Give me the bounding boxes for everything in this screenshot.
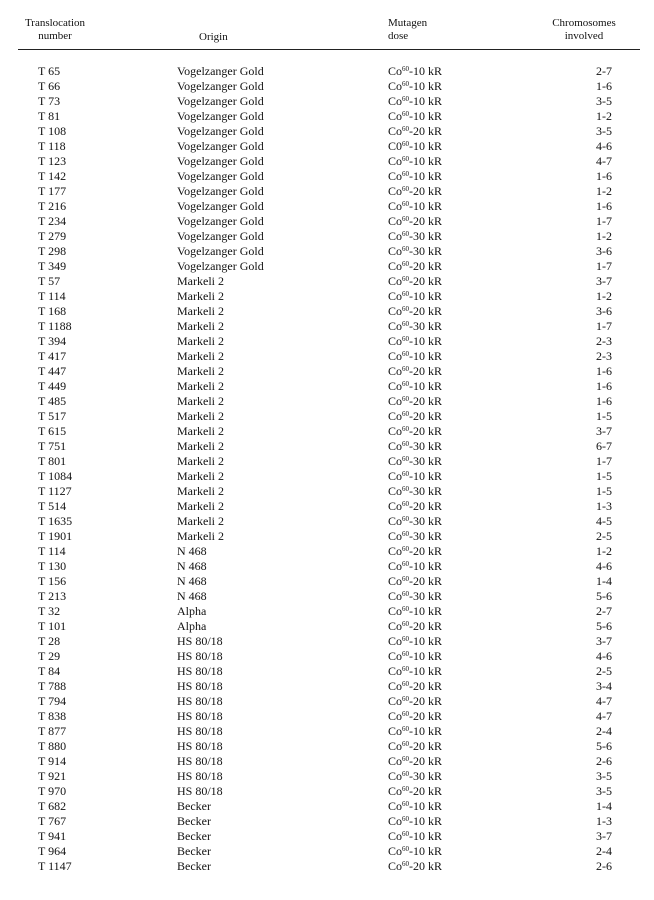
mutagen-dose-cell: Co$^{60}$-30 kR xyxy=(388,514,443,528)
table-row xyxy=(0,574,654,589)
translocation-number-cell: T 114 xyxy=(38,544,66,558)
mutagen-dose-cell: Co$^{60}$-20 kR xyxy=(388,364,443,378)
translocation-number-cell: T 417 xyxy=(38,349,67,363)
origin-cell: Markeli 2 xyxy=(177,319,224,333)
table-row xyxy=(0,514,654,529)
chromosomes-cell: 4-6 xyxy=(596,139,612,153)
origin-cell: Becker xyxy=(177,814,211,828)
mutagen-dose-cell: Co$^{60}$-20 kR xyxy=(388,859,443,873)
chromosomes-cell: 2-3 xyxy=(596,349,612,363)
origin-cell: Becker xyxy=(177,844,211,858)
mutagen-dose-cell: Co$^{60}$-10 kR xyxy=(388,799,443,813)
chromosomes-cell: 2-3 xyxy=(596,334,612,348)
header-translocation-number xyxy=(20,17,90,43)
table-row xyxy=(0,499,654,514)
table-row xyxy=(0,94,654,109)
table-row xyxy=(0,244,654,259)
translocation-number-cell: T 28 xyxy=(38,634,61,648)
mutagen-dose-cell: Co$^{60}$-10 kR xyxy=(388,664,443,678)
table-row xyxy=(0,469,654,484)
origin-cell: Markeli 2 xyxy=(177,409,224,423)
translocation-number-cell: T 682 xyxy=(38,799,67,813)
translocation-number-cell: T 1084 xyxy=(38,469,73,483)
table-row xyxy=(0,334,654,349)
translocation-number-cell: T 964 xyxy=(38,844,67,858)
mutagen-dose-cell: Co$^{60}$-10 kR xyxy=(388,829,443,843)
translocation-number-cell: T 142 xyxy=(38,169,67,183)
chromosomes-cell: 1-4 xyxy=(596,574,612,588)
origin-cell: Markeli 2 xyxy=(177,469,224,483)
table-row xyxy=(0,484,654,499)
mutagen-dose-cell: Co$^{60}$-20 kR xyxy=(388,214,443,228)
origin-cell: Markeli 2 xyxy=(177,274,224,288)
chromosomes-cell: 1-6 xyxy=(596,169,612,183)
chromosomes-cell: 3-7 xyxy=(596,424,612,438)
header-rule xyxy=(18,49,640,50)
header-mutagen-line2: dose xyxy=(388,30,409,42)
origin-cell: Vogelzanger Gold xyxy=(177,244,264,258)
origin-cell: Vogelzanger Gold xyxy=(177,184,264,198)
origin-cell: Markeli 2 xyxy=(177,349,224,363)
mutagen-dose-cell: Co$^{60}$-10 kR xyxy=(388,379,443,393)
mutagen-dose-cell: Co$^{60}$-10 kR xyxy=(388,79,443,93)
origin-cell: Vogelzanger Gold xyxy=(177,79,264,93)
origin-cell: HS 80/18 xyxy=(177,694,223,708)
chromosomes-cell: 3-5 xyxy=(596,124,612,138)
table-row xyxy=(0,64,654,79)
mutagen-dose-cell: Co$^{60}$-10 kR xyxy=(388,649,443,663)
chromosomes-cell: 2-4 xyxy=(596,844,612,858)
origin-cell: Markeli 2 xyxy=(177,334,224,348)
table-row xyxy=(0,214,654,229)
origin-cell: Vogelzanger Gold xyxy=(177,229,264,243)
mutagen-dose-cell: Co$^{60}$-10 kR xyxy=(388,109,443,123)
origin-cell: Alpha xyxy=(177,619,207,633)
table-row xyxy=(0,439,654,454)
mutagen-dose-cell: Co$^{60}$-30 kR xyxy=(388,439,443,453)
chromosomes-cell: 5-6 xyxy=(596,589,612,603)
mutagen-dose-cell: $C0^{60}-10$ kR xyxy=(388,139,443,153)
origin-cell: HS 80/18 xyxy=(177,769,223,783)
translocation-number-cell: T 32 xyxy=(38,604,61,618)
origin-cell: Becker xyxy=(177,829,211,843)
translocation-number-cell: T 767 xyxy=(38,814,67,828)
mutagen-dose-cell: Co$^{60}$-20 kR xyxy=(388,574,443,588)
table-row xyxy=(0,259,654,274)
table-row xyxy=(0,814,654,829)
translocation-number-cell: T 970 xyxy=(38,784,67,798)
chromosomes-cell: 4-7 xyxy=(596,154,612,168)
translocation-number-cell: T 877 xyxy=(38,724,67,738)
chromosomes-cell: 1-5 xyxy=(596,409,612,423)
translocation-number-cell: T 485 xyxy=(38,394,67,408)
table-row xyxy=(0,649,654,664)
translocation-number-cell: T 156 xyxy=(38,574,67,588)
mutagen-dose-cell: Co$^{60}$-20 kR xyxy=(388,619,443,633)
mutagen-dose-cell: Co$^{60}$-10 kR xyxy=(388,64,443,78)
mutagen-dose-cell: Co$^{60}$-10 kR xyxy=(388,349,443,363)
mutagen-dose-cell: Co$^{60}$-10 kR xyxy=(388,724,443,738)
translocation-number-cell: T 394 xyxy=(38,334,67,348)
translocation-number-cell: T 941 xyxy=(38,829,67,843)
origin-cell: HS 80/18 xyxy=(177,634,223,648)
chromosomes-cell: 5-6 xyxy=(596,619,612,633)
chromosomes-cell: 1-6 xyxy=(596,379,612,393)
table-row xyxy=(0,709,654,724)
origin-cell: HS 80/18 xyxy=(177,754,223,768)
origin-cell: HS 80/18 xyxy=(177,709,223,723)
origin-cell: Markeli 2 xyxy=(177,529,224,543)
table-row xyxy=(0,394,654,409)
translocation-number-cell: T 1901 xyxy=(38,529,73,543)
chromosomes-cell: 5-6 xyxy=(596,739,612,753)
origin-cell: Markeli 2 xyxy=(177,439,224,453)
origin-cell: HS 80/18 xyxy=(177,724,223,738)
origin-cell: HS 80/18 xyxy=(177,649,223,663)
mutagen-dose-cell: Co$^{60}$-20 kR xyxy=(388,679,443,693)
translocation-number-cell: T 1188 xyxy=(38,319,72,333)
mutagen-dose-cell: Co$^{60}$-10 kR xyxy=(388,604,443,618)
chromosomes-cell: 4-7 xyxy=(596,709,612,723)
mutagen-dose-cell: Co$^{60}$-30 kR xyxy=(388,319,443,333)
table-row xyxy=(0,544,654,559)
origin-cell: HS 80/18 xyxy=(177,739,223,753)
translocation-number-cell: T 801 xyxy=(38,454,67,468)
header-mutagen-line1: Mutagen xyxy=(388,17,428,29)
table-row xyxy=(0,784,654,799)
header-chromosomes-involved xyxy=(548,17,620,43)
mutagen-dose-cell: Co$^{60}$-10 kR xyxy=(388,154,443,168)
chromosomes-cell: 1-6 xyxy=(596,199,612,213)
table-row xyxy=(0,694,654,709)
origin-cell: Markeli 2 xyxy=(177,484,224,498)
chromosomes-cell: 3-4 xyxy=(596,679,612,693)
chromosomes-cell: 1-5 xyxy=(596,484,612,498)
mutagen-dose-cell: Co$^{60}$-30 kR xyxy=(388,484,443,498)
origin-cell: Becker xyxy=(177,799,211,813)
translocation-number-cell: T 751 xyxy=(38,439,67,453)
mutagen-dose-cell: Co$^{60}$-30 kR xyxy=(388,529,443,543)
chromosomes-cell: 4-7 xyxy=(596,694,612,708)
translocation-number-cell: T 130 xyxy=(38,559,67,573)
translocation-number-cell: T 29 xyxy=(38,649,61,663)
translocation-number-cell: T 216 xyxy=(38,199,67,213)
translocation-number-cell: T 880 xyxy=(38,739,67,753)
table-row xyxy=(0,829,654,844)
translocation-number-cell: T 73 xyxy=(38,94,61,108)
mutagen-dose-cell: Co$^{60}$-20 kR xyxy=(388,754,443,768)
mutagen-dose-cell: Co$^{60}$-10 kR xyxy=(388,469,443,483)
header-chromosomes-line2: involved xyxy=(564,30,604,42)
translocation-number-cell: T 838 xyxy=(38,709,67,723)
translocation-number-cell: T 349 xyxy=(38,259,67,273)
translocation-number-cell: T 101 xyxy=(38,619,67,633)
translocation-number-cell: T 447 xyxy=(38,364,67,378)
header-origin: Origin xyxy=(199,31,228,43)
mutagen-dose-cell: Co$^{60}$-10 kR xyxy=(388,634,443,648)
origin-cell: Markeli 2 xyxy=(177,514,224,528)
table-row xyxy=(0,199,654,214)
table-row xyxy=(0,349,654,364)
mutagen-dose-cell: Co$^{60}$-10 kR xyxy=(388,199,443,213)
origin-cell: Vogelzanger Gold xyxy=(177,64,264,78)
chromosomes-cell: 1-2 xyxy=(596,289,612,303)
table-row xyxy=(0,589,654,604)
chromosomes-cell: 2-6 xyxy=(596,859,612,873)
chromosomes-cell: 1-2 xyxy=(596,184,612,198)
translocation-number-cell: T 177 xyxy=(38,184,67,198)
chromosomes-cell: 3-6 xyxy=(596,244,612,258)
table-row xyxy=(0,769,654,784)
chromosomes-cell: 3-7 xyxy=(596,634,612,648)
chromosomes-cell: 4-6 xyxy=(596,649,612,663)
chromosomes-cell: 1-7 xyxy=(596,214,612,228)
table-row xyxy=(0,124,654,139)
mutagen-dose-cell: Co$^{60}$-20 kR xyxy=(388,499,443,513)
chromosomes-cell: 3-6 xyxy=(596,304,612,318)
translocation-number-cell: T 914 xyxy=(38,754,67,768)
mutagen-dose-cell: Co$^{60}$-20 kR xyxy=(388,784,443,798)
origin-cell: Vogelzanger Gold xyxy=(177,259,264,273)
table-row xyxy=(0,289,654,304)
table-row xyxy=(0,634,654,649)
translocation-number-cell: T 81 xyxy=(38,109,61,123)
origin-cell: N 468 xyxy=(177,589,207,603)
mutagen-dose-cell: Co$^{60}$-20 kR xyxy=(388,409,443,423)
mutagen-dose-cell: Co$^{60}$-30 kR xyxy=(388,229,443,243)
table-row xyxy=(0,664,654,679)
mutagen-dose-cell: Co$^{60}$-10 kR xyxy=(388,559,443,573)
chromosomes-cell: 2-4 xyxy=(596,724,612,738)
chromosomes-cell: 1-6 xyxy=(596,364,612,378)
mutagen-dose-cell: Co$^{60}$-20 kR xyxy=(388,739,443,753)
table-row xyxy=(0,844,654,859)
origin-cell: Markeli 2 xyxy=(177,364,224,378)
chromosomes-cell: 3-5 xyxy=(596,94,612,108)
origin-cell: Markeli 2 xyxy=(177,499,224,513)
chromosomes-cell: 1-2 xyxy=(596,109,612,123)
chromosomes-cell: 4-6 xyxy=(596,559,612,573)
origin-cell: Vogelzanger Gold xyxy=(177,214,264,228)
table-row xyxy=(0,304,654,319)
chromosomes-cell: 1-6 xyxy=(596,79,612,93)
origin-cell: N 468 xyxy=(177,559,207,573)
table-row xyxy=(0,79,654,94)
header-chromosomes-line1: Chromosomes xyxy=(552,17,616,29)
origin-cell: Markeli 2 xyxy=(177,289,224,303)
translocation-number-cell: T 114 xyxy=(38,289,66,303)
chromosomes-cell: 1-3 xyxy=(596,814,612,828)
mutagen-dose-cell: Co$^{60}$-20 kR xyxy=(388,544,443,558)
table-row xyxy=(0,559,654,574)
table-row xyxy=(0,739,654,754)
translocation-number-cell: T 449 xyxy=(38,379,67,393)
origin-cell: HS 80/18 xyxy=(177,679,223,693)
mutagen-dose-cell: Co$^{60}$-30 kR xyxy=(388,244,443,258)
translocation-number-cell: T 1635 xyxy=(38,514,73,528)
chromosomes-cell: 1-2 xyxy=(596,544,612,558)
translocation-number-cell: T 1147 xyxy=(38,859,72,873)
translocation-number-cell: T 118 xyxy=(38,139,66,153)
mutagen-dose-cell: Co$^{60}$-20 kR xyxy=(388,304,443,318)
chromosomes-cell: 2-6 xyxy=(596,754,612,768)
origin-cell: Vogelzanger Gold xyxy=(177,199,264,213)
chromosomes-cell: 3-5 xyxy=(596,784,612,798)
table-row xyxy=(0,184,654,199)
header-translocation-line2: number xyxy=(38,30,72,42)
origin-cell: Vogelzanger Gold xyxy=(177,139,264,153)
chromosomes-cell: 2-5 xyxy=(596,664,612,678)
translocation-number-cell: T 794 xyxy=(38,694,67,708)
table-row xyxy=(0,379,654,394)
chromosomes-cell: 2-7 xyxy=(596,604,612,618)
translocation-number-cell: T 615 xyxy=(38,424,67,438)
table-row xyxy=(0,799,654,814)
mutagen-dose-cell: Co$^{60}$-20 kR xyxy=(388,709,443,723)
chromosomes-cell: 3-7 xyxy=(596,829,612,843)
origin-cell: Markeli 2 xyxy=(177,454,224,468)
origin-cell: Markeli 2 xyxy=(177,424,224,438)
translocation-number-cell: T 213 xyxy=(38,589,67,603)
translocation-number-cell: T 57 xyxy=(38,274,61,288)
origin-cell: Vogelzanger Gold xyxy=(177,154,264,168)
chromosomes-cell: 1-4 xyxy=(596,799,612,813)
origin-cell: Vogelzanger Gold xyxy=(177,109,264,123)
mutagen-dose-cell: Co$^{60}$-10 kR xyxy=(388,844,443,858)
chromosomes-cell: 1-3 xyxy=(596,499,612,513)
mutagen-dose-cell: Co$^{60}$-10 kR xyxy=(388,94,443,108)
mutagen-dose-cell: Co$^{60}$-20 kR xyxy=(388,274,443,288)
chromosomes-cell: 4-5 xyxy=(596,514,612,528)
table-row xyxy=(0,109,654,124)
translocation-number-cell: T 108 xyxy=(38,124,67,138)
translocation-number-cell: T 517 xyxy=(38,409,67,423)
origin-cell: Markeli 2 xyxy=(177,304,224,318)
mutagen-dose-cell: Co$^{60}$-20 kR xyxy=(388,694,443,708)
chromosomes-cell: 1-7 xyxy=(596,319,612,333)
translocation-number-cell: T 65 xyxy=(38,64,61,78)
mutagen-dose-cell: Co$^{60}$-30 kR xyxy=(388,454,443,468)
translocation-number-cell: T 279 xyxy=(38,229,67,243)
header-mutagen-dose xyxy=(388,17,427,43)
table-row xyxy=(0,529,654,544)
origin-cell: Markeli 2 xyxy=(177,394,224,408)
origin-cell: Vogelzanger Gold xyxy=(177,94,264,108)
header-translocation-line1: Translocation xyxy=(24,17,86,29)
table-row xyxy=(0,604,654,619)
table-row xyxy=(0,139,654,154)
translocation-number-cell: T 1127 xyxy=(38,484,72,498)
table-row xyxy=(0,274,654,289)
table-row xyxy=(0,364,654,379)
origin-cell: N 468 xyxy=(177,544,207,558)
origin-cell: Vogelzanger Gold xyxy=(177,124,264,138)
table-row xyxy=(0,859,654,874)
mutagen-dose-cell: Co$^{60}$-30 kR xyxy=(388,589,443,603)
translocation-number-cell: T 788 xyxy=(38,679,67,693)
chromosomes-cell: 1-2 xyxy=(596,229,612,243)
origin-cell: HS 80/18 xyxy=(177,664,223,678)
table-row xyxy=(0,154,654,169)
table-row xyxy=(0,619,654,634)
table-row xyxy=(0,319,654,334)
translocation-number-cell: T 921 xyxy=(38,769,67,783)
mutagen-dose-cell: Co$^{60}$-30 kR xyxy=(388,769,443,783)
origin-cell: N 468 xyxy=(177,574,207,588)
translocation-number-cell: T 168 xyxy=(38,304,67,318)
table-row xyxy=(0,409,654,424)
origin-cell: Becker xyxy=(177,859,211,873)
translocation-number-cell: T 123 xyxy=(38,154,67,168)
translocation-number-cell: T 66 xyxy=(38,79,61,93)
table-row xyxy=(0,724,654,739)
table-row xyxy=(0,679,654,694)
origin-cell: Alpha xyxy=(177,604,207,618)
origin-cell: HS 80/18 xyxy=(177,784,223,798)
chromosomes-cell: 1-7 xyxy=(596,454,612,468)
translocation-number-cell: T 514 xyxy=(38,499,67,513)
chromosomes-cell: 6-7 xyxy=(596,439,612,453)
table-row xyxy=(0,229,654,244)
mutagen-dose-cell: Co$^{60}$-10 kR xyxy=(388,169,443,183)
mutagen-dose-cell: Co$^{60}$-10 kR xyxy=(388,289,443,303)
table-row xyxy=(0,754,654,769)
translocation-number-cell: T 84 xyxy=(38,664,61,678)
mutagen-dose-cell: Co$^{60}$-10 kR xyxy=(388,814,443,828)
table-row xyxy=(0,454,654,469)
mutagen-dose-cell: Co$^{60}$-20 kR xyxy=(388,424,443,438)
table-body xyxy=(0,64,654,874)
mutagen-dose-cell: Co$^{60}$-20 kR xyxy=(388,394,443,408)
chromosomes-cell: 3-5 xyxy=(596,769,612,783)
chromosomes-cell: 1-5 xyxy=(596,469,612,483)
chromosomes-cell: 2-5 xyxy=(596,529,612,543)
mutagen-dose-cell: Co$^{60}$-20 kR xyxy=(388,259,443,273)
origin-cell: Vogelzanger Gold xyxy=(177,169,264,183)
origin-cell: Markeli 2 xyxy=(177,379,224,393)
chromosomes-cell: 1-6 xyxy=(596,394,612,408)
translocation-number-cell: T 298 xyxy=(38,244,67,258)
chromosomes-cell: 3-7 xyxy=(596,274,612,288)
mutagen-dose-cell: Co$^{60}$-10 kR xyxy=(388,334,443,348)
translocation-number-cell: T 234 xyxy=(38,214,67,228)
chromosomes-cell: 2-7 xyxy=(596,64,612,78)
mutagen-dose-cell: Co$^{60}$-20 kR xyxy=(388,124,443,138)
chromosomes-cell: 1-7 xyxy=(596,259,612,273)
table-row xyxy=(0,424,654,439)
table-row xyxy=(0,169,654,184)
mutagen-dose-cell: Co$^{60}$-20 kR xyxy=(388,184,443,198)
